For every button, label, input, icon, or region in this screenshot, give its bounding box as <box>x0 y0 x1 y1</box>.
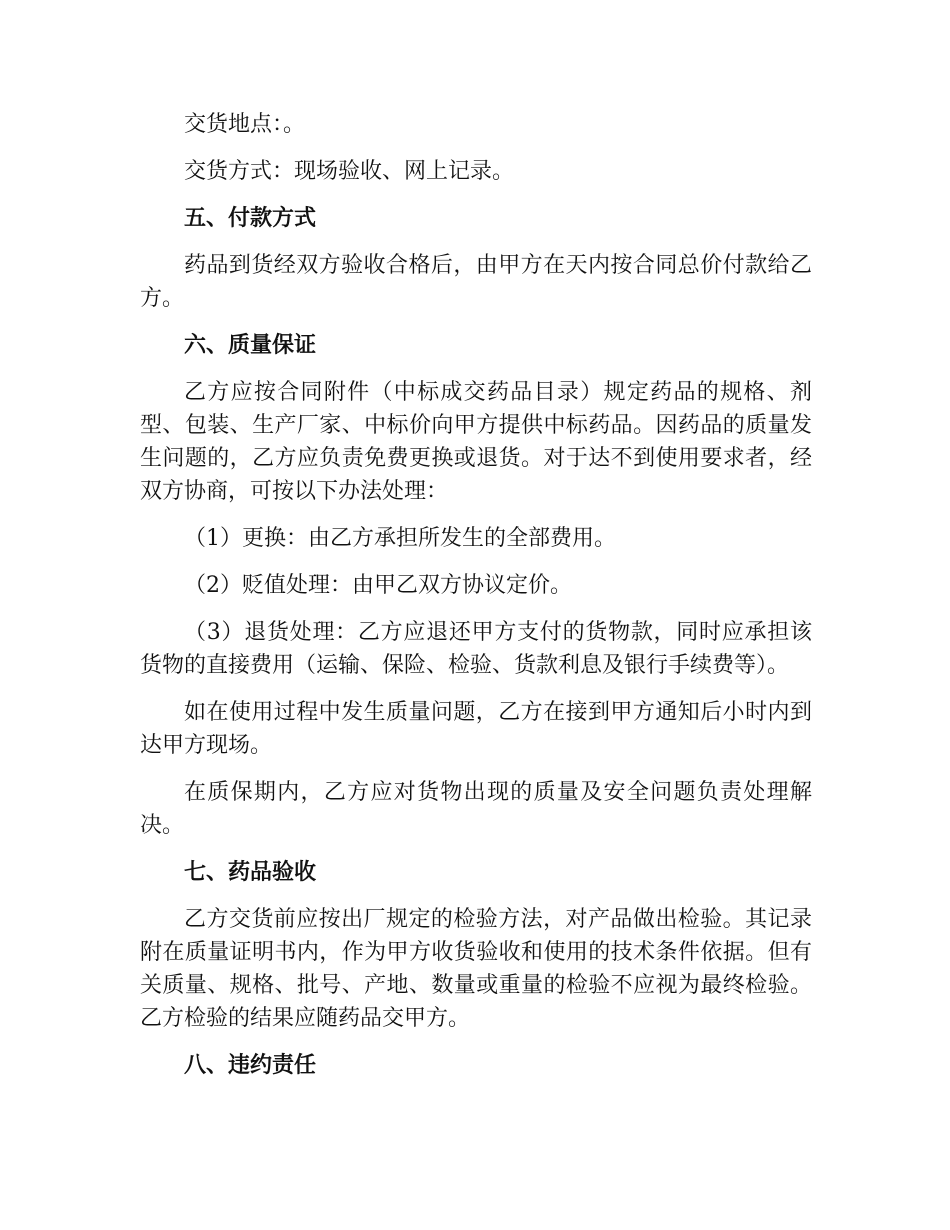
section-heading-liability: 八、违约责任 <box>184 1053 317 1078</box>
acceptance-paragraph: 乙方交货前应按出厂规定的检验方法，对产品做出检验。其记录附在质量证明书内，作为甲方收货验收和使用的技术条件依据。但有关质量、规格、批号、产地、数量或重量的检验不应视为最终检验。乙方检验的结果应随药品交甲方。 <box>140 907 812 1031</box>
quality-warranty-paragraph: 在质保期内，乙方应对货物出现的质量及安全问题负责处理解决。 <box>140 780 812 838</box>
section-heading-acceptance: 七、药品验收 <box>184 860 317 885</box>
quality-item-return: （3）退货处理：乙方应退还甲方支付的货物款，同时应承担该货物的直接费用（运输、保险、检验、货款利息及银行手续费等）。 <box>140 620 812 678</box>
quality-paragraph: 乙方应按合同附件（中标成交药品目录）规定药品的规格、剂型、包装、生产厂家、中标价向甲方提供中标药品。因药品的质量发生问题的，乙方应负责免费更换或退货。对于达不到使用要求者，经双方协商，可按以下办法处理： <box>140 380 812 504</box>
document-body <box>140 108 812 1096</box>
delivery-location-line: 交货地点：。 <box>184 112 306 137</box>
payment-paragraph: 药品到货经双方验收合格后，由甲方在天内按合同总价付款给乙方。 <box>140 253 812 311</box>
quality-response-paragraph: 如在使用过程中发生质量问题，乙方在接到甲方通知后小时内到达甲方现场。 <box>140 700 812 758</box>
delivery-method-line: 交货方式：现场验收、网上记录。 <box>184 159 515 184</box>
quality-item-replace: （1）更换：由乙方承担所发生的全部费用。 <box>184 526 616 551</box>
section-heading-quality: 六、质量保证 <box>184 333 317 358</box>
quality-item-depreciation: （2）贬值处理：由甲乙双方协议定价。 <box>184 573 572 598</box>
section-heading-payment: 五、付款方式 <box>184 206 317 231</box>
